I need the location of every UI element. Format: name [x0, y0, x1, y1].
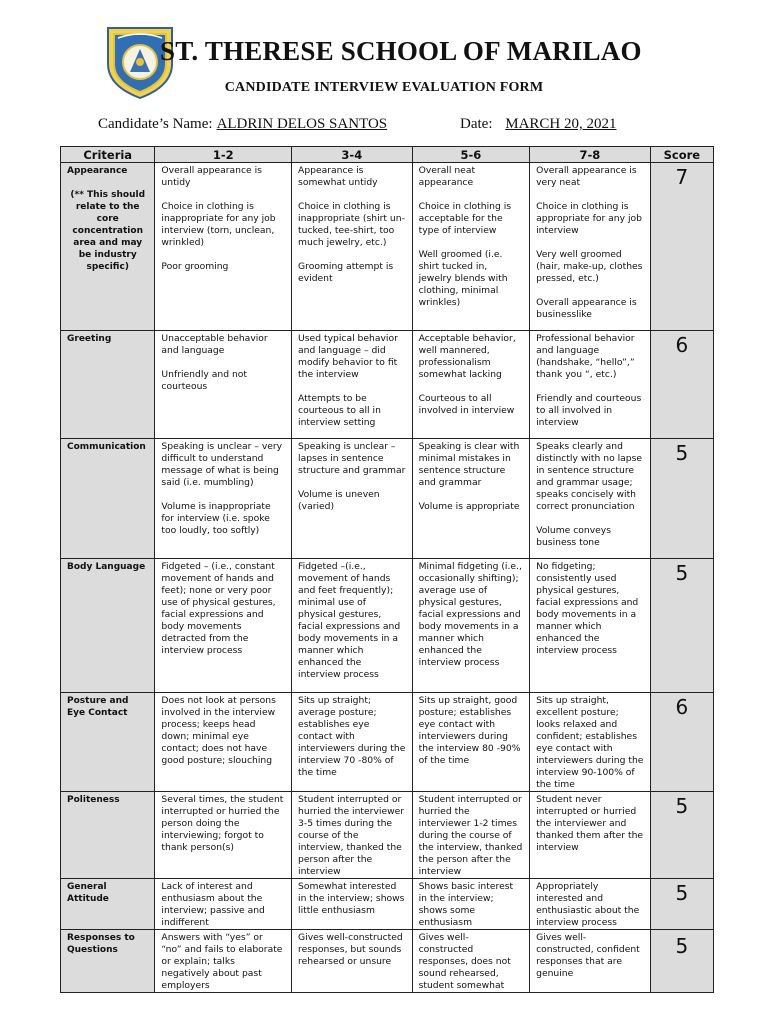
rating-7-8-cell: Overall appearance is very neat Choice in clothing is appropriate for any job interview Very well groomed (hair, make-up, clothes pressed, etc.) Overall appearance is businesslike	[530, 163, 651, 331]
header-3-4: 3-4	[292, 147, 413, 163]
rating-1-2-cell: Fidgeted – (i.e., constant movement of hands and feet); none or very poor use of physical gestures, facial expressions and body movements detracted from the interview process	[155, 559, 292, 693]
table-row	[61, 930, 714, 993]
date-value: MARCH 20, 2021	[505, 116, 617, 132]
header-criteria: Criteria	[61, 147, 155, 163]
rating-7-8-cell: No fidgeting; consistently used physical gestures, facial expressions and body movements in a manner which enhanced the interview process	[530, 559, 651, 693]
rating-5-6-cell: Speaking is clear with minimal mistakes in sentence structure and grammar Volume is appropriate	[412, 439, 530, 559]
table-row	[61, 163, 714, 331]
rating-3-4-cell: Appearance is somewhat untidy Choice in clothing is inappropriate (shirt un-tucked, tee-shirt, too much jewelry, etc.) Grooming attempt is evident	[292, 163, 413, 331]
rating-1-2-cell: Lack of interest and enthusiasm about the interview; passive and indifferent	[155, 879, 292, 930]
criteria-cell	[61, 163, 155, 331]
candidate-info-row	[98, 116, 658, 133]
form-title: CANDIDATE INTERVIEW EVALUATION FORM	[224, 80, 544, 95]
rating-5-6-cell: Overall neat appearance Choice in clothing is acceptable for the type of interview Well groomed (i.e. shirt tucked in, jewelry blends with clothing, minimal wrinkles)	[412, 163, 530, 331]
rating-1-2-cell: Several times, the student interrupted or hurried the person doing the interviewing; forgot to thank person(s)	[155, 792, 292, 879]
score-cell: 6	[650, 693, 713, 792]
rating-3-4-cell: Used typical behavior and language – did modify behavior to fit the interview Attempts to be courteous to all in interview setting	[292, 331, 413, 439]
criteria-cell: General Attitude	[61, 879, 155, 930]
rating-7-8-cell: Sits up straight, excellent posture; looks relaxed and confident; establishes eye contact with interviewers during the interview 90-100% of the time	[530, 693, 651, 792]
rating-1-2-cell: Speaking is unclear – very difficult to understand message of what is being said (i.e. mumbling) Volume is inappropriate for interview (i.e. spoke too loudly, too softly)	[155, 439, 292, 559]
score-cell: 7	[650, 163, 713, 331]
table-row	[61, 693, 714, 792]
evaluation-rubric-table	[60, 146, 714, 993]
criteria-label: Appearance	[67, 166, 128, 176]
criteria-cell: Responses to Questions	[61, 930, 155, 993]
rating-7-8-cell: Student never interrupted or hurried the interviewer and thanked them after the interview	[530, 792, 651, 879]
date-group	[460, 116, 617, 133]
criteria-cell: Communication	[61, 439, 155, 559]
date-label: Date:	[460, 116, 493, 132]
rating-5-6-cell: Acceptable behavior, well mannered, professionalism somewhat lacking Courteous to all involved in interview	[412, 331, 530, 439]
candidate-name-label: Candidate’s Name:	[98, 116, 213, 132]
rating-3-4-cell: Fidgeted –(i.e., movement of hands and feet frequently); minimal use of physical gestures, facial expressions and body movements in a manner which enhanced the interview process	[292, 559, 413, 693]
rating-5-6-cell: Shows basic interest in the interview; shows some enthusiasm	[412, 879, 530, 930]
rating-3-4-cell: Student interrupted or hurried the interviewer 3-5 times during the course of the interview, thanked the person after the interview	[292, 792, 413, 879]
rating-7-8-cell: Professional behavior and language (handshake, “hello”,” thank you “, etc.) Friendly and courteous to all involved in interview	[530, 331, 651, 439]
table-row	[61, 559, 714, 693]
rating-7-8-cell: Appropriately interested and enthusiastic about the interview process	[530, 879, 651, 930]
score-cell: 5	[650, 879, 713, 930]
table-row	[61, 792, 714, 879]
header-5-6: 5-6	[412, 147, 530, 163]
score-cell: 5	[650, 792, 713, 879]
rating-3-4-cell: Somewhat interested in the interview; shows little enthusiasm	[292, 879, 413, 930]
criteria-note: (** This should relate to the core concentration area and may be industry specific)	[70, 190, 146, 272]
table-row	[61, 331, 714, 439]
score-cell: 6	[650, 331, 713, 439]
score-cell: 5	[650, 439, 713, 559]
rating-5-6-cell: Student interrupted or hurried the interviewer 1-2 times during the course of the interview, thanked the person after the interview	[412, 792, 530, 879]
criteria-cell: Posture and Eye Contact	[61, 693, 155, 792]
candidate-name-value: ALDRIN DELOS SANTOS	[216, 116, 388, 132]
rating-3-4-cell: Sits up straight; average posture; establishes eye contact with interviewers during the interview 70 -80% of the time	[292, 693, 413, 792]
table-header-row	[61, 147, 714, 163]
rating-5-6-cell: Sits up straight, good posture; establishes eye contact with interviewers during the interview 80 -90% of the time	[412, 693, 530, 792]
rating-7-8-cell: Gives well-constructed, confident responses that are genuine	[530, 930, 651, 993]
score-cell: 5	[650, 559, 713, 693]
rating-3-4-cell: Speaking is unclear – lapses in sentence structure and grammar Volume is uneven (varied)	[292, 439, 413, 559]
school-name: ST. THERESE SCHOOL OF MARILAO	[160, 36, 642, 66]
rating-3-4-cell: Gives well-constructed responses, but sounds rehearsed or unsure	[292, 930, 413, 993]
table-row	[61, 879, 714, 930]
criteria-cell: Politeness	[61, 792, 155, 879]
rating-7-8-cell: Speaks clearly and distinctly with no lapse in sentence structure and grammar usage; speaks concisely with correct pronunciation Volume conveys business tone	[530, 439, 651, 559]
rating-1-2-cell: Answers with “yes” or “no” and fails to elaborate or explain; talks negatively about past employers	[155, 930, 292, 993]
rating-5-6-cell: Gives well-constructed responses, does not sound rehearsed, student somewhat	[412, 930, 530, 993]
rating-1-2-cell: Does not look at persons involved in the interview process; keeps head down; minimal eye contact; does not have good posture; slouching	[155, 693, 292, 792]
rating-1-2-cell: Overall appearance is untidy Choice in clothing is inappropriate for any job interview (torn, unclean, wrinkled) Poor grooming	[155, 163, 292, 331]
criteria-cell: Greeting	[61, 331, 155, 439]
rating-1-2-cell: Unacceptable behavior and language Unfriendly and not courteous	[155, 331, 292, 439]
header-1-2: 1-2	[155, 147, 292, 163]
table-row	[61, 439, 714, 559]
header-7-8: 7-8	[530, 147, 651, 163]
criteria-cell: Body Language	[61, 559, 155, 693]
rating-5-6-cell: Minimal fidgeting (i.e., occasionally shifting); average use of physical gestures, facial expressions and body movements in a manner which enhanced the interview process	[412, 559, 530, 693]
score-cell: 5	[650, 930, 713, 993]
header-score: Score	[650, 147, 713, 163]
